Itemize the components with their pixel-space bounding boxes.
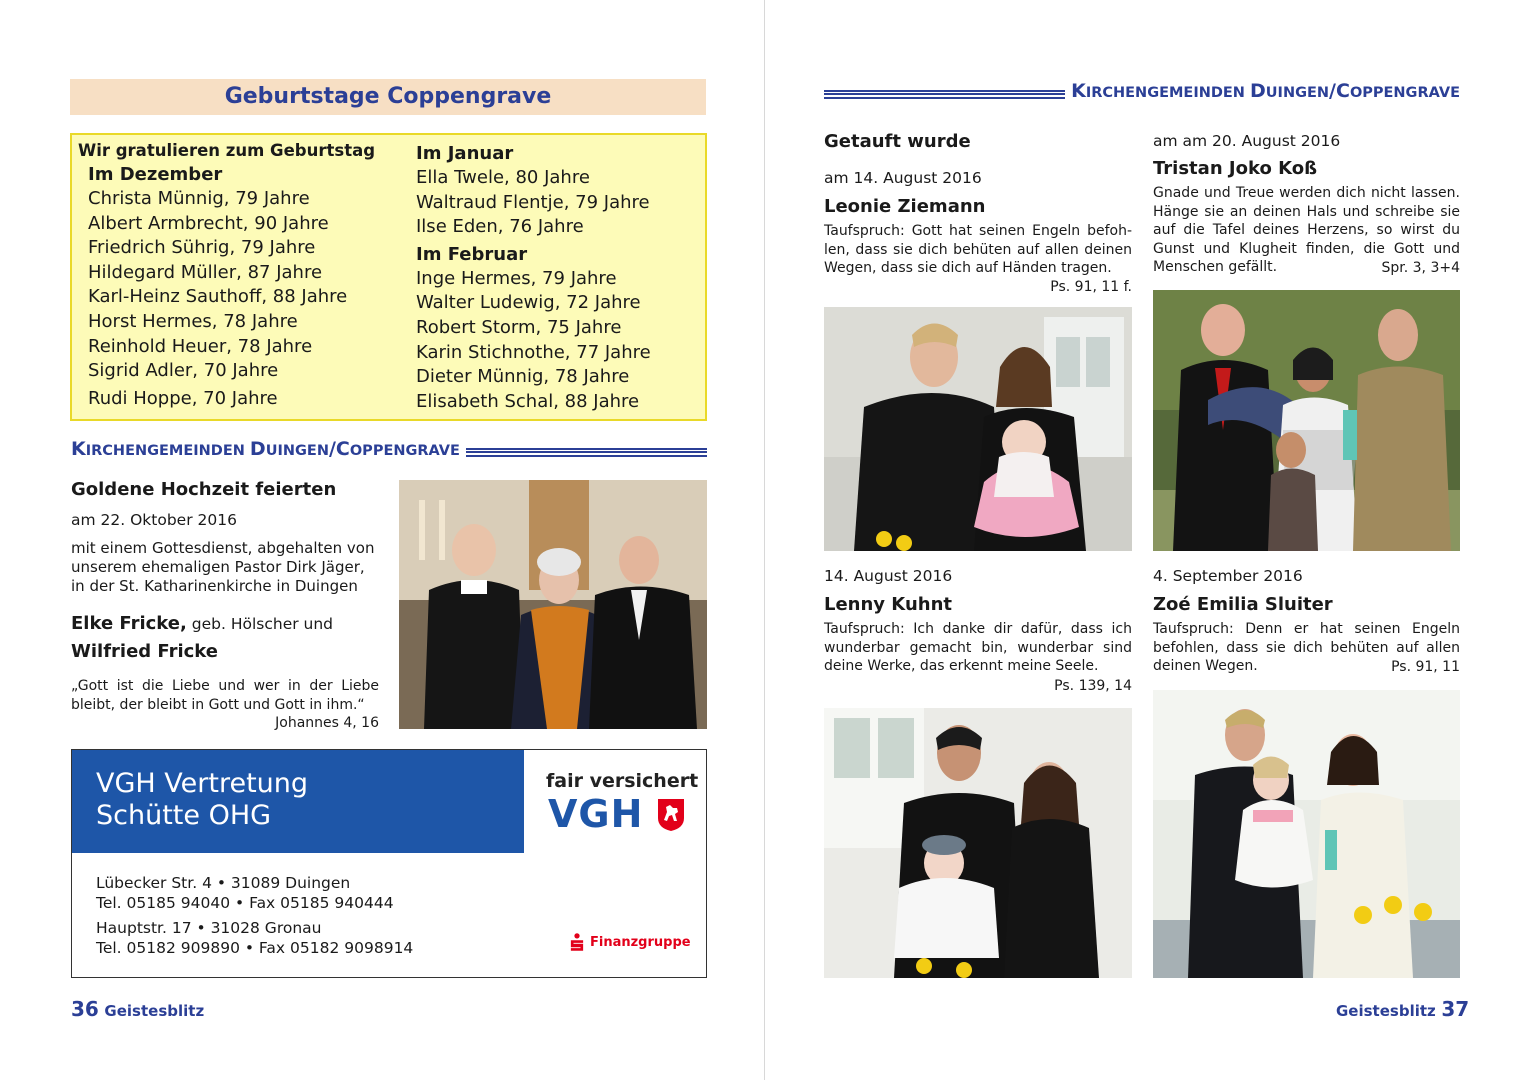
header-text: IRCHENGEMEINDEN bbox=[85, 443, 250, 459]
header-letter: K bbox=[71, 438, 86, 460]
baptism-1-date: am 14. August 2016 bbox=[824, 169, 982, 187]
header-slash: / bbox=[1329, 80, 1336, 102]
baptism-2-date: am am 20. August 2016 bbox=[1153, 132, 1341, 150]
birthday-entry: Waltraud Flentje, 79 Jahre bbox=[416, 191, 650, 213]
birthday-entry: Karl-Heinz Sauthoff, 88 Jahre bbox=[88, 286, 348, 308]
birthday-entry: Reinhold Heuer, 78 Jahre bbox=[88, 335, 313, 357]
golden-wedding-photo bbox=[399, 480, 707, 729]
page-number-left: 36 bbox=[71, 997, 99, 1021]
elke-rest: geb. Hölscher und bbox=[186, 615, 334, 633]
footer-left bbox=[71, 997, 204, 1021]
month-february: Im Februar bbox=[416, 243, 528, 265]
vgh-logo: VGH bbox=[548, 792, 644, 836]
finanzgruppe-text: Finanzgruppe bbox=[590, 934, 691, 950]
ad-address-2: Hauptstr. 17 • 31028 Gronau bbox=[96, 919, 322, 937]
birthday-entry: Elisabeth Schal, 88 Jahre bbox=[416, 390, 640, 412]
ad-address-1: Lübecker Str. 4 • 31089 Duingen bbox=[96, 874, 351, 892]
birthday-entry: Inge Hermes, 79 Jahre bbox=[416, 267, 617, 289]
header-text: UINGEN bbox=[1265, 85, 1330, 101]
baptism-3-verse: Taufspruch: Ich danke dir dafür, dass ich wunderbar gemacht bin, wunderbar sind deine Werke, das erkennt meine Seele. bbox=[824, 621, 1132, 674]
birthday-column-2 bbox=[416, 141, 701, 414]
sparkasse-icon bbox=[570, 933, 584, 951]
birthday-entry: Christa Münnig, 79 Jahre bbox=[88, 188, 310, 209]
couple-name-2: Wilfried Fricke bbox=[71, 641, 218, 662]
golden-wedding-text: mit einem Gottesdienst, abgehalten von unserem ehemaligen Pastor Dirk Jäger, in der St. Katharinenkirche in Duingen bbox=[71, 539, 375, 595]
ad-phone-1: Tel. 05185 94040 • Fax 05185 940444 bbox=[96, 894, 394, 912]
section-header-left bbox=[71, 438, 707, 460]
sparkasse-finanzgruppe bbox=[570, 933, 691, 951]
baptism-2-name: Tristan Joko Koß bbox=[1153, 158, 1318, 179]
golden-wedding-date: am 22. Oktober 2016 bbox=[71, 511, 237, 529]
baptism-4-name: Zoé Emilia Sluiter bbox=[1153, 594, 1333, 615]
header-text: UINGEN bbox=[265, 443, 329, 459]
birthday-intro: Wir gratulieren zum Geburtstag bbox=[78, 141, 376, 160]
birthday-column-1 bbox=[78, 141, 408, 411]
birthday-entry: Dieter Münnig, 78 Jahre bbox=[416, 366, 630, 388]
baptism-3-ref: Ps. 139, 14 bbox=[1054, 678, 1132, 694]
month-january: Im Januar bbox=[416, 143, 514, 164]
golden-wedding-quote: „Gott ist die Liebe und wer in der Liebe bleibt, der bleibt in Gott und Gott in ihm.“ bbox=[71, 678, 379, 713]
birthday-entry: Robert Storm, 75 Jahre bbox=[416, 316, 622, 338]
header-letter: D bbox=[1250, 80, 1266, 102]
right-page bbox=[766, 0, 1530, 1080]
month-december: Im Dezember bbox=[88, 164, 223, 185]
baptism-4-photo bbox=[1153, 690, 1460, 978]
header-stripes bbox=[466, 448, 707, 457]
magazine-name-right: Geistesblitz bbox=[1336, 1002, 1436, 1020]
baptism-heading: Getauft wurde bbox=[824, 131, 971, 152]
baptism-2-ref: Spr. 3, 3+4 bbox=[1381, 260, 1460, 276]
page-number-right: 37 bbox=[1441, 997, 1470, 1021]
birthday-entry: Sigrid Adler, 70 Jahre bbox=[88, 360, 279, 382]
ad-company-line-1: VGH Vertretung bbox=[96, 768, 309, 799]
couple-name-1 bbox=[71, 613, 333, 634]
birthday-entry: Hildegard Müller, 87 Jahre bbox=[88, 261, 323, 283]
footer-right bbox=[1336, 997, 1470, 1021]
birthday-entry: Ella Twele, 80 Jahre bbox=[416, 167, 590, 188]
header-letter: C bbox=[335, 438, 350, 460]
header-stripes bbox=[824, 90, 1065, 99]
baptism-3-date: 14. August 2016 bbox=[824, 567, 953, 585]
baptism-2-verse: Gnade und Treue werden dich nicht lassen. Hänge sie an deinen Hals und schreibe sie auf die Tafel deines Herzens, so wirst du Gunst und Klugheit finden, die Gott und Menschen gefällt. bbox=[1153, 185, 1460, 275]
horse-shield-icon bbox=[657, 798, 685, 832]
baptism-1-verse: Taufspruch: Gott hat seinen Engeln befoh-len, dass sie dich behüten auf allen deinen Wegen, dass sie dich auf Händen tragen. bbox=[824, 223, 1132, 276]
golden-wedding-title: Goldene Hochzeit feierten bbox=[71, 479, 337, 500]
birthday-entry: Albert Armbrecht, 90 Jahre bbox=[88, 212, 329, 234]
baptism-1-ref: Ps. 91, 11 f. bbox=[1050, 279, 1132, 295]
birthday-entry: Ilse Eden, 76 Jahre bbox=[416, 216, 584, 238]
birthday-title: Geburtstage Coppengrave bbox=[70, 79, 706, 115]
header-text: OPPENGRAVE bbox=[349, 443, 460, 459]
baptism-4-date: 4. September 2016 bbox=[1153, 567, 1303, 585]
magazine-name-left: Geistesblitz bbox=[104, 1002, 205, 1020]
header-letter: K bbox=[1071, 80, 1086, 102]
elke-name: Elke Fricke, bbox=[71, 613, 187, 634]
golden-wedding-ref: Johannes 4, 16 bbox=[275, 715, 379, 731]
vgh-advertisement bbox=[71, 749, 707, 978]
birthday-box bbox=[70, 133, 707, 421]
header-text: OPPENGRAVE bbox=[1349, 85, 1460, 101]
ad-phone-2: Tel. 05182 909890 • Fax 05182 9098914 bbox=[96, 939, 414, 957]
baptism-1-photo bbox=[824, 307, 1132, 551]
header-text: IRCHENGEMEINDEN bbox=[1085, 85, 1250, 101]
section-header-right bbox=[824, 80, 1460, 102]
ad-company-line-2: Schütte OHG bbox=[96, 800, 272, 831]
baptism-4-verse: Taufspruch: Denn er hat seinen Engeln befohlen, dass sie dich behüten auf allen deinen Wegen. bbox=[1153, 621, 1460, 674]
ad-slogan: fair versichert bbox=[546, 770, 699, 792]
baptism-4-ref: Ps. 91, 11 bbox=[1391, 659, 1460, 675]
header-letter: C bbox=[1335, 80, 1350, 102]
baptism-2-photo bbox=[1153, 290, 1460, 551]
birthday-entry: Karin Stichnothe, 77 Jahre bbox=[416, 341, 651, 363]
ad-blue-panel bbox=[72, 750, 524, 853]
baptism-3-name: Lenny Kuhnt bbox=[824, 594, 952, 615]
header-letter: D bbox=[249, 438, 266, 460]
birthday-entry: Walter Ludewig, 72 Jahre bbox=[416, 292, 641, 314]
baptism-1-name: Leonie Ziemann bbox=[824, 196, 986, 217]
birthday-entry: Horst Hermes, 78 Jahre bbox=[88, 310, 298, 332]
birthday-entry: Friedrich Sührig, 79 Jahre bbox=[88, 237, 316, 259]
baptism-3-photo bbox=[824, 708, 1132, 978]
header-slash: / bbox=[328, 438, 336, 460]
birthday-entry: Rudi Hoppe, 70 Jahre bbox=[88, 387, 278, 409]
